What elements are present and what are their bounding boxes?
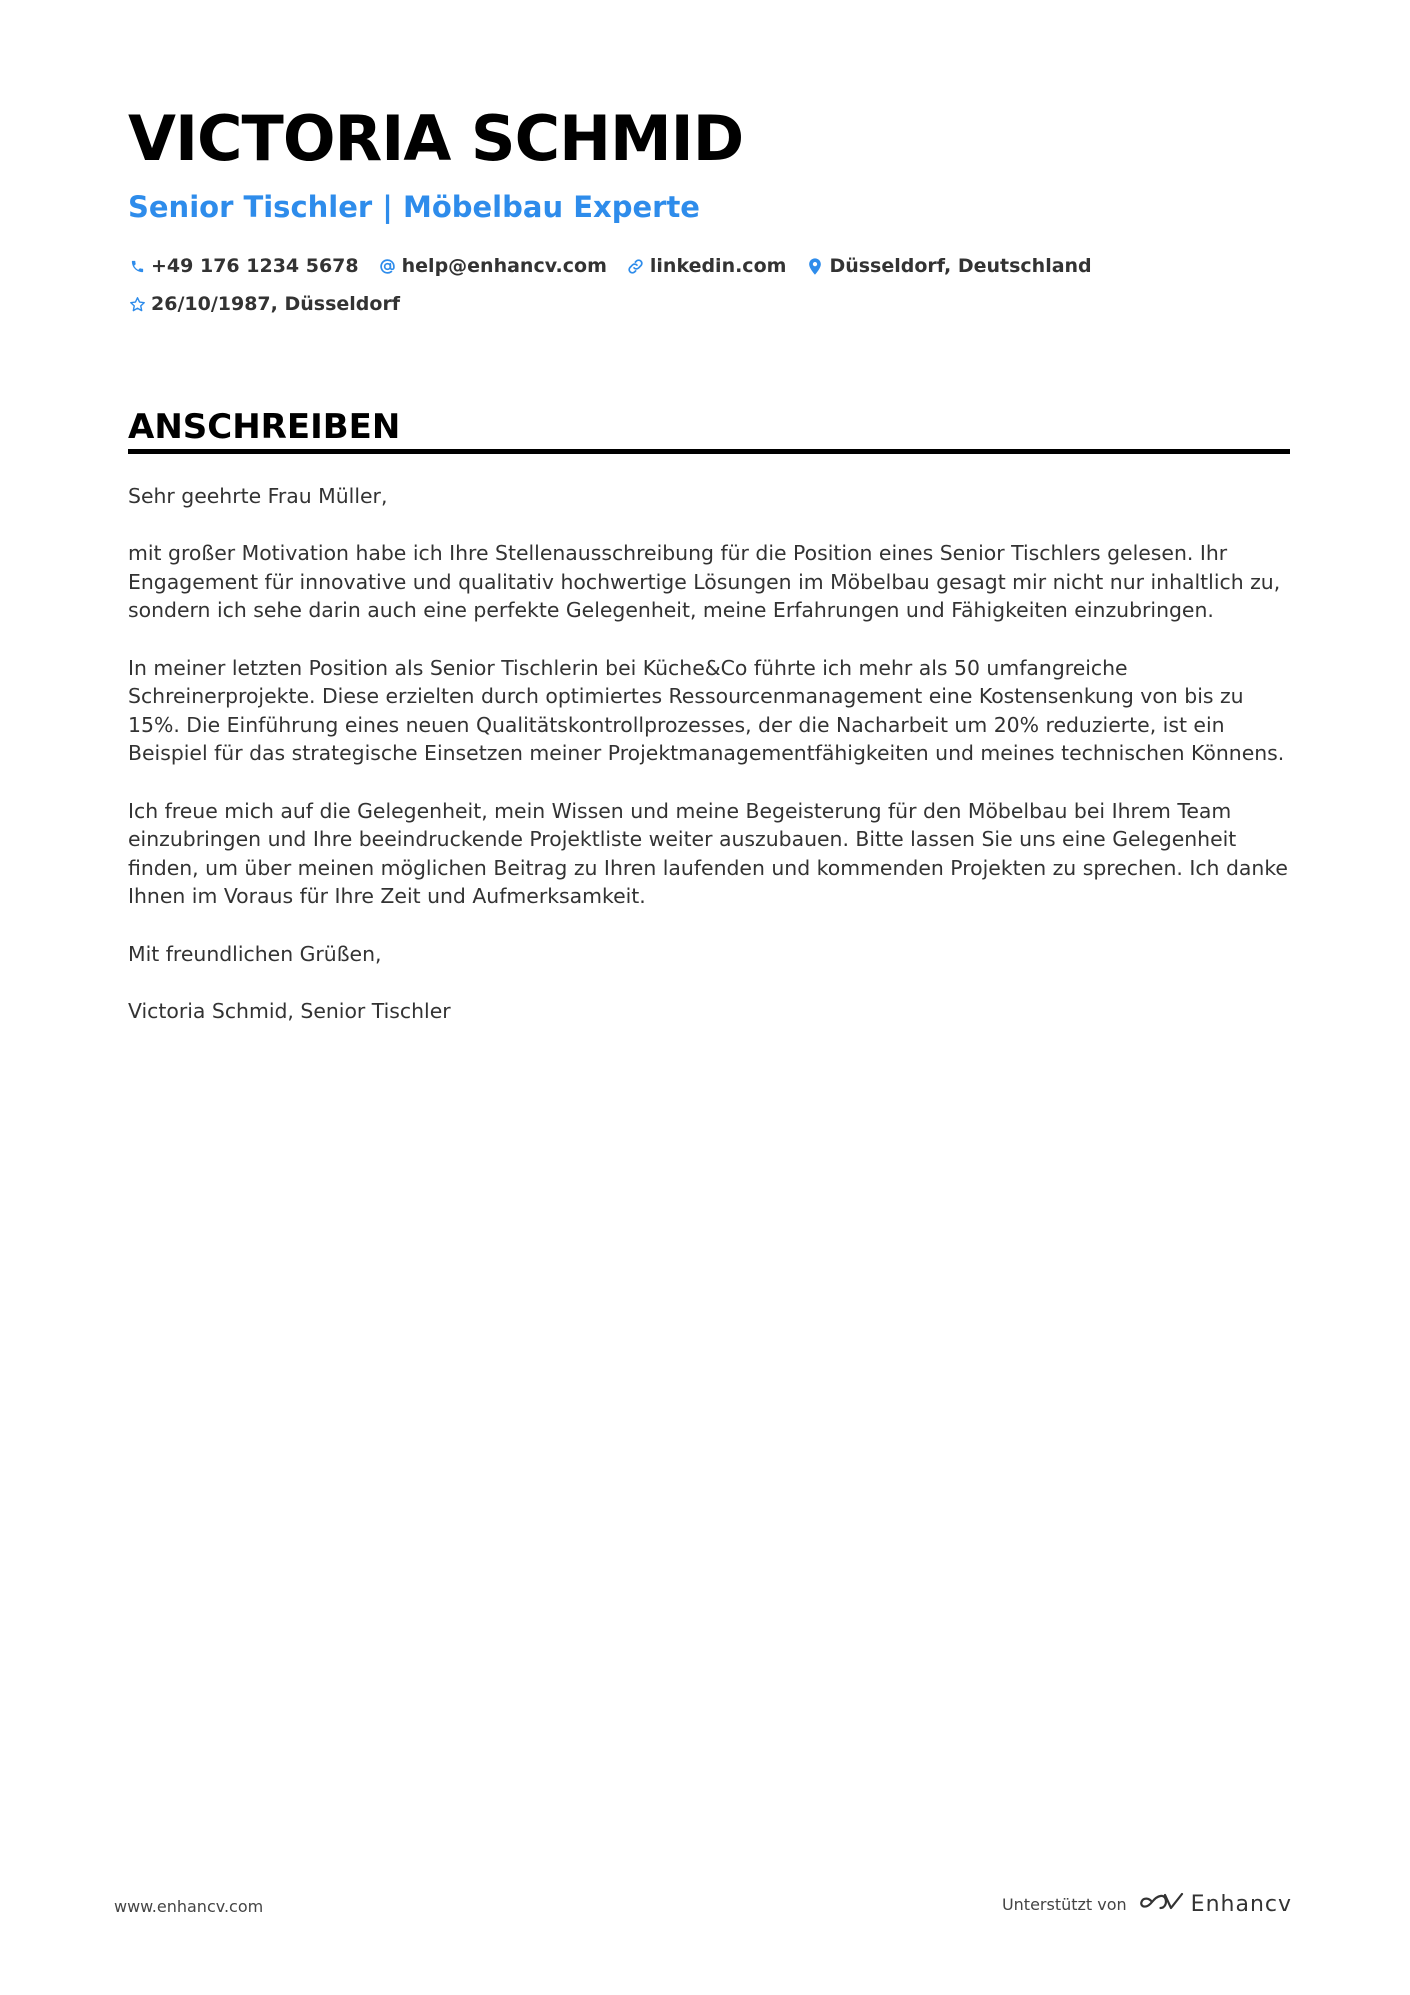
section-title: ANSCHREIBEN <box>128 407 401 447</box>
letter-salutation: Sehr geehrte Frau Müller, <box>128 484 388 508</box>
contact-location-text: Düsseldorf, Deutschland <box>829 255 1092 277</box>
letter-paragraph-3: Ich freue mich auf die Gelegenheit, mein Wissen und meine Begeisterung für den Möbelbau bei Ihrem Team einzubringen und Ihre beeindruckende Projektliste weiter auszubauen. Bitte lassen Sie uns eine Gelegenheit finden, um über meinen möglichen Beitrag zu Ihren laufenden und kommenden Projekten zu sprechen. Ich danke Ihnen im Voraus für Ihre Zeit und Aufmerksamkeit. <box>128 798 1288 909</box>
at-icon <box>379 257 397 275</box>
enhancv-logo[interactable] <box>1139 1890 1292 1919</box>
applicant-name: VICTORIA SCHMID <box>128 102 744 175</box>
footer-branding[interactable] <box>1002 1890 1292 1919</box>
contact-birth-text: 26/10/1987, Düsseldorf <box>151 293 401 315</box>
contact-phone <box>128 255 359 277</box>
contact-row-secondary <box>128 293 420 315</box>
enhancv-logo-text: Enhancv <box>1190 1892 1292 1917</box>
section-divider <box>128 449 1290 454</box>
contact-linkedin[interactable] <box>627 255 787 277</box>
contact-email-text[interactable]: help@enhancv.com <box>401 255 607 277</box>
letter-paragraph-2: In meiner letzten Position als Senior Tischlerin bei Küche&Co führte ich mehr als 50 umfangreiche Schreinerprojekte. Diese erzielten durch optimiertes Ressourcenmanagement eine Kostensenkung von bis zu 15%. Die Einführung eines neuen Qualitätskontrollprozesses, der die Nacharbeit um 20% reduzierte, ist ein Beispiel für das strategische Einsetzen meiner Projektmanagementfähigkeiten und meines technischen Könnens. <box>128 655 1285 766</box>
applicant-headline: Senior Tischler | Möbelbau Experte <box>128 190 700 224</box>
letter-signature: Victoria Schmid, Senior Tischler <box>128 998 451 1023</box>
contact-location <box>806 255 1091 277</box>
contact-row-primary <box>128 255 1112 277</box>
contact-phone-text: +49 176 1234 5678 <box>151 255 359 277</box>
letter-closing: Mit freundlichen Grüßen, <box>128 941 382 966</box>
star-icon <box>128 295 146 313</box>
enhancv-logo-icon <box>1139 1890 1185 1919</box>
link-icon <box>627 257 645 275</box>
contact-birth <box>128 293 400 315</box>
footer-website[interactable]: www.enhancv.com <box>114 1897 264 1916</box>
letter-body <box>128 482 1298 1054</box>
contact-email[interactable] <box>379 255 607 277</box>
map-pin-icon <box>806 257 824 275</box>
contact-linkedin-text[interactable]: linkedin.com <box>649 255 787 277</box>
phone-icon <box>128 257 146 275</box>
letter-paragraph-1: mit großer Motivation habe ich Ihre Stellenausschreibung für die Position eines Senior Tischlers gelesen. Ihr Engagement für innovative und qualitativ hochwertige Lösungen im Möbelbau gesagt mir nicht nur inhaltlich zu, sondern ich sehe darin auch eine perfekte Gelegenheit, meine Erfahrungen und Fähigkeiten einzubringen. <box>128 541 1281 623</box>
footer-powered-by: Unterstützt von <box>1001 1895 1127 1914</box>
